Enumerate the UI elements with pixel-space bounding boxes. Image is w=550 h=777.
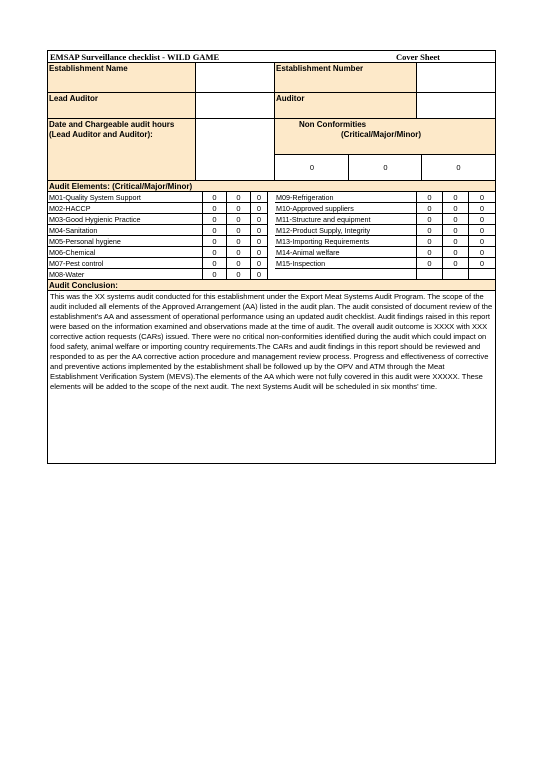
element-count: 0 bbox=[417, 258, 443, 269]
element-count: 0 bbox=[443, 225, 469, 236]
element-label: M10-Approved suppliers bbox=[275, 203, 417, 214]
non-conformities-label: Non Conformities bbox=[299, 120, 367, 129]
auditor-input[interactable] bbox=[417, 93, 495, 119]
checklist-sheet bbox=[47, 50, 496, 464]
audit-elements-grid bbox=[48, 192, 495, 280]
element-count: 0 bbox=[251, 214, 268, 225]
element-label: M07-Pest control bbox=[48, 258, 203, 269]
element-label: M08-Water bbox=[48, 269, 203, 280]
element-count: 0 bbox=[469, 214, 495, 225]
nc-minor-cell bbox=[422, 155, 495, 181]
element-count: 0 bbox=[227, 192, 251, 203]
nc-critical-value: 0 bbox=[309, 163, 315, 172]
conclusion-text[interactable]: This was the XX systems audit conducted for this establishment under the Export Meat Systems Audit Program. The scope of the audit included all elements of the Approved Arrangement (AA) listed in the audit plan. The audit consisted of document review of the establishment's AA and assessment of operational performance using an updated audit checklist. Audit findings raised in this report were based on the information examined and observations made at the time of audit. The overall audit outcome is XXXX with XXX corrective action requests (CARs) issued. There were no critical non-conformities identified during the audit which could impact on food safety, animal welfare or importing country requirements.The CARs and audit findings in this report should be reviewed and responded to as per the AA corrective action procedure and management review process. Progress and effectiveness of corrective and preventive actions implemented by the establishment shall be followed up by the OPV and ATM through the Meat Establishment Verification System (MEVS).The elements of the AA which were not fully covered in this audit were XXXXX. These elements will be added to the scope of the next audit. The next Systems Audit will be scheduled in six months' time. bbox=[50, 292, 493, 391]
element-count: 0 bbox=[443, 192, 469, 203]
date-hours-label-cell bbox=[48, 119, 196, 181]
element-count: 0 bbox=[417, 214, 443, 225]
establishment-name-input[interactable] bbox=[196, 63, 275, 93]
date-hours-input[interactable] bbox=[196, 119, 275, 181]
element-count: 0 bbox=[443, 236, 469, 247]
lead-auditor-label-cell bbox=[48, 93, 196, 119]
element-count: 0 bbox=[417, 236, 443, 247]
element-count: 0 bbox=[443, 214, 469, 225]
element-count: 0 bbox=[251, 258, 268, 269]
element-count: 0 bbox=[227, 225, 251, 236]
establishment-number-label-cell bbox=[275, 63, 417, 93]
establishment-name-label: Establishment Name bbox=[49, 64, 128, 73]
element-count: 0 bbox=[251, 269, 268, 280]
element-label: M15-Inspection bbox=[275, 258, 417, 269]
element-label: M11-Structure and equipment bbox=[275, 214, 417, 225]
lead-auditor-input[interactable] bbox=[196, 93, 275, 119]
element-label: M12-Product Supply, Integrity bbox=[275, 225, 417, 236]
title-row bbox=[48, 51, 495, 63]
element-count: 0 bbox=[203, 203, 227, 214]
element-count: 0 bbox=[469, 247, 495, 258]
element-count: 0 bbox=[227, 214, 251, 225]
element-count: 0 bbox=[203, 192, 227, 203]
nc-critical-cell bbox=[275, 155, 349, 181]
establishment-number-label: Establishment Number bbox=[276, 64, 364, 73]
non-conformities-header-cell bbox=[275, 119, 495, 155]
non-conformities-sublabel: (Critical/Major/Minor) bbox=[341, 130, 422, 139]
checklist-title: EMSAP Surveillance checklist - WILD GAME bbox=[50, 52, 220, 62]
nc-major-cell bbox=[349, 155, 422, 181]
element-count: 0 bbox=[251, 236, 268, 247]
element-count: 0 bbox=[227, 236, 251, 247]
element-count: 0 bbox=[227, 258, 251, 269]
element-count: 0 bbox=[443, 247, 469, 258]
element-count: 0 bbox=[203, 225, 227, 236]
element-count: 0 bbox=[251, 192, 268, 203]
element-count: 0 bbox=[227, 203, 251, 214]
element-count: 0 bbox=[469, 236, 495, 247]
element-label: M03-Good Hygienic Practice bbox=[48, 214, 203, 225]
element-count: 0 bbox=[203, 214, 227, 225]
nc-minor-value: 0 bbox=[456, 163, 461, 172]
element-count: 0 bbox=[469, 225, 495, 236]
element-count: 0 bbox=[203, 269, 227, 280]
element-count: 0 bbox=[251, 225, 268, 236]
element-label: M05-Personal hygiene bbox=[48, 236, 203, 247]
element-count: 0 bbox=[227, 269, 251, 280]
element-count: 0 bbox=[251, 203, 268, 214]
element-count: 0 bbox=[443, 258, 469, 269]
element-count: 0 bbox=[227, 247, 251, 258]
date-hours-line2: (Lead Auditor and Auditor): bbox=[49, 130, 153, 139]
element-count: 0 bbox=[203, 236, 227, 247]
date-hours-label bbox=[49, 120, 174, 140]
element-count: 0 bbox=[417, 192, 443, 203]
cover-sheet-label: Cover Sheet bbox=[396, 52, 440, 62]
element-count: 0 bbox=[469, 258, 495, 269]
element-count: 0 bbox=[417, 225, 443, 236]
nc-major-value: 0 bbox=[383, 163, 388, 172]
element-label: M14-Animal welfare bbox=[275, 247, 417, 258]
auditor-label-cell bbox=[275, 93, 417, 119]
element-count: 0 bbox=[469, 192, 495, 203]
auditor-label: Auditor bbox=[276, 94, 305, 103]
element-count: 0 bbox=[443, 203, 469, 214]
date-hours-line1: Date and Chargeable audit hours bbox=[49, 120, 175, 129]
element-label: M04-Sanitation bbox=[48, 225, 203, 236]
conclusion-title: Audit Conclusion: bbox=[49, 281, 118, 290]
element-count: 0 bbox=[469, 203, 495, 214]
element-count: 0 bbox=[203, 247, 227, 258]
conclusion-header bbox=[48, 279, 495, 291]
element-label: M13-Importing Requirements bbox=[275, 236, 417, 247]
lead-auditor-label: Lead Auditor bbox=[49, 94, 99, 103]
establishment-name-label-cell bbox=[48, 63, 196, 93]
element-label: M02-HACCP bbox=[48, 203, 203, 214]
element-label: M01-Quality System Support bbox=[48, 192, 203, 203]
audit-elements-title: Audit Elements: (Critical/Major/Minor) bbox=[49, 182, 193, 191]
establishment-number-input[interactable] bbox=[417, 63, 495, 93]
element-count: 0 bbox=[417, 203, 443, 214]
element-count: 0 bbox=[203, 258, 227, 269]
element-label: M06-Chemical bbox=[48, 247, 203, 258]
element-count: 0 bbox=[417, 247, 443, 258]
element-count: 0 bbox=[251, 247, 268, 258]
element-label: M09-Refrigeration bbox=[275, 192, 417, 203]
audit-elements-header bbox=[48, 181, 495, 192]
